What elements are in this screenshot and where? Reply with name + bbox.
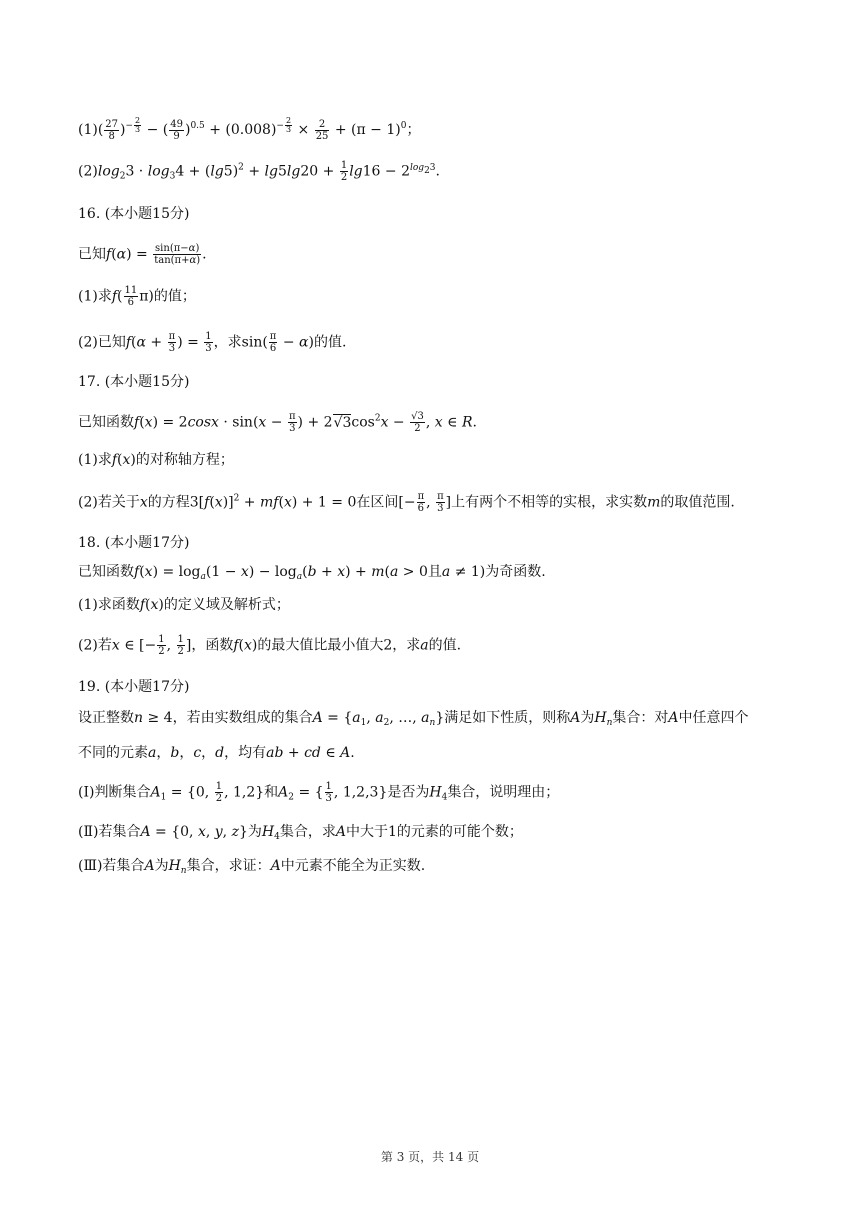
question-16-part-1: (1)求f( $\frac{11}{6}$ π)的值； — [78, 285, 196, 308]
question-18-definition: 已知函数$f(x) = \log_a(1 - x) - \log_a(b + x) + m(a > 0$且a ≠ 1)为奇函数. — [78, 564, 546, 582]
question-18-header: 18. (本小题17分) — [78, 535, 190, 551]
page-footer: 第 3 页，共 14 页 — [380, 1150, 480, 1164]
question-16-header: 16. (本小题15分) — [78, 206, 190, 222]
question-17-part-1: (1)求f(x)的对称轴方程； — [78, 452, 234, 468]
question-17-part-2: (2)若关于x的方程$3[f(x)]^2 + mf(x) + 1 = 0$在区间[− $\frac{\pi}{6}$ , $\frac{\pi}{3}$ ]上有两个不相等的实根，求实数m的取值范围. — [78, 491, 735, 514]
question-19-definition-line-1: 设正整数n ≥ 4，若由实数组成的集合$A = \{a_1$, $a_2$, …, $a_n$}满足如下性质，则称A为$H_n$集合：对A中任意四个 — [78, 710, 749, 728]
question-17-header: 17. (本小题15分) — [78, 374, 190, 390]
question-18-part-1: (1)求函数f(x)的定义域及解析式； — [78, 597, 290, 613]
question-19-header: 19. (本小题17分) — [78, 679, 190, 695]
question-16-definition: 已知f(α) = $\frac{\sin(\pi-\alpha)}{\tan(\pi+\alpha)}$ . — [78, 243, 207, 266]
question-19-definition-line-2: 不同的元素a，b，c，d，均有ab + cd ∈ A. — [78, 745, 355, 761]
question-19-part-3: (Ⅲ)若集合A为$H_n$集合，求证：A中元素不能全为正实数. — [78, 858, 426, 876]
question-18-part-2: (2)若x ∈ [− $\frac{1}{2}$ , $\frac{1}{2}$ ]，函数f(x)的最大值比最小值大2，求a的值. — [78, 634, 462, 657]
problem-15-part-2: $(2)\log_23 \cdot \log_34 + (\lg 5)^2 + \lg 5\lg 20$ + $\frac{1}{2}$ $\lg 16 - 2^{log_23}$. — [78, 160, 440, 183]
question-19-part-2: (Ⅱ)若集合A = {0, x, y, z}为$H_4$集合，求A中大于1的元素的可能个数； — [78, 824, 523, 842]
problem-15-part-1: (1)( $\frac{27}{8}$ )$^{- \frac{2}{3}}$ − ( $\frac{49}{9}$ )$^{0.5} + (0.008)^{- \frac{2}{3}}$ × $\frac{2}{25}$ + $(\pi - 1)^0$； — [78, 116, 421, 142]
question-16-part-2: (2)已知f(α + $\frac{\pi}{3}$ ) = $\frac{1}{3}$ ，求sin( $\frac{\pi}{6}$ − α)的值. — [78, 331, 347, 354]
question-19-part-1: (Ⅰ)判断集合$A_1 = \{0$, $\frac{1}{2}$ , 1,2}和$A_2$ = { $\frac{1}{3}$ , 1,2,3}是否为$H_4$集合，说明理由； — [78, 781, 560, 804]
question-17-definition: 已知函数f(x) = 2cosx · sin(x − $\frac{\pi}{3}$ ) + $2√3\cos^2x$ − $\frac{√3}{2}$ , x ∈ R. — [78, 411, 477, 434]
